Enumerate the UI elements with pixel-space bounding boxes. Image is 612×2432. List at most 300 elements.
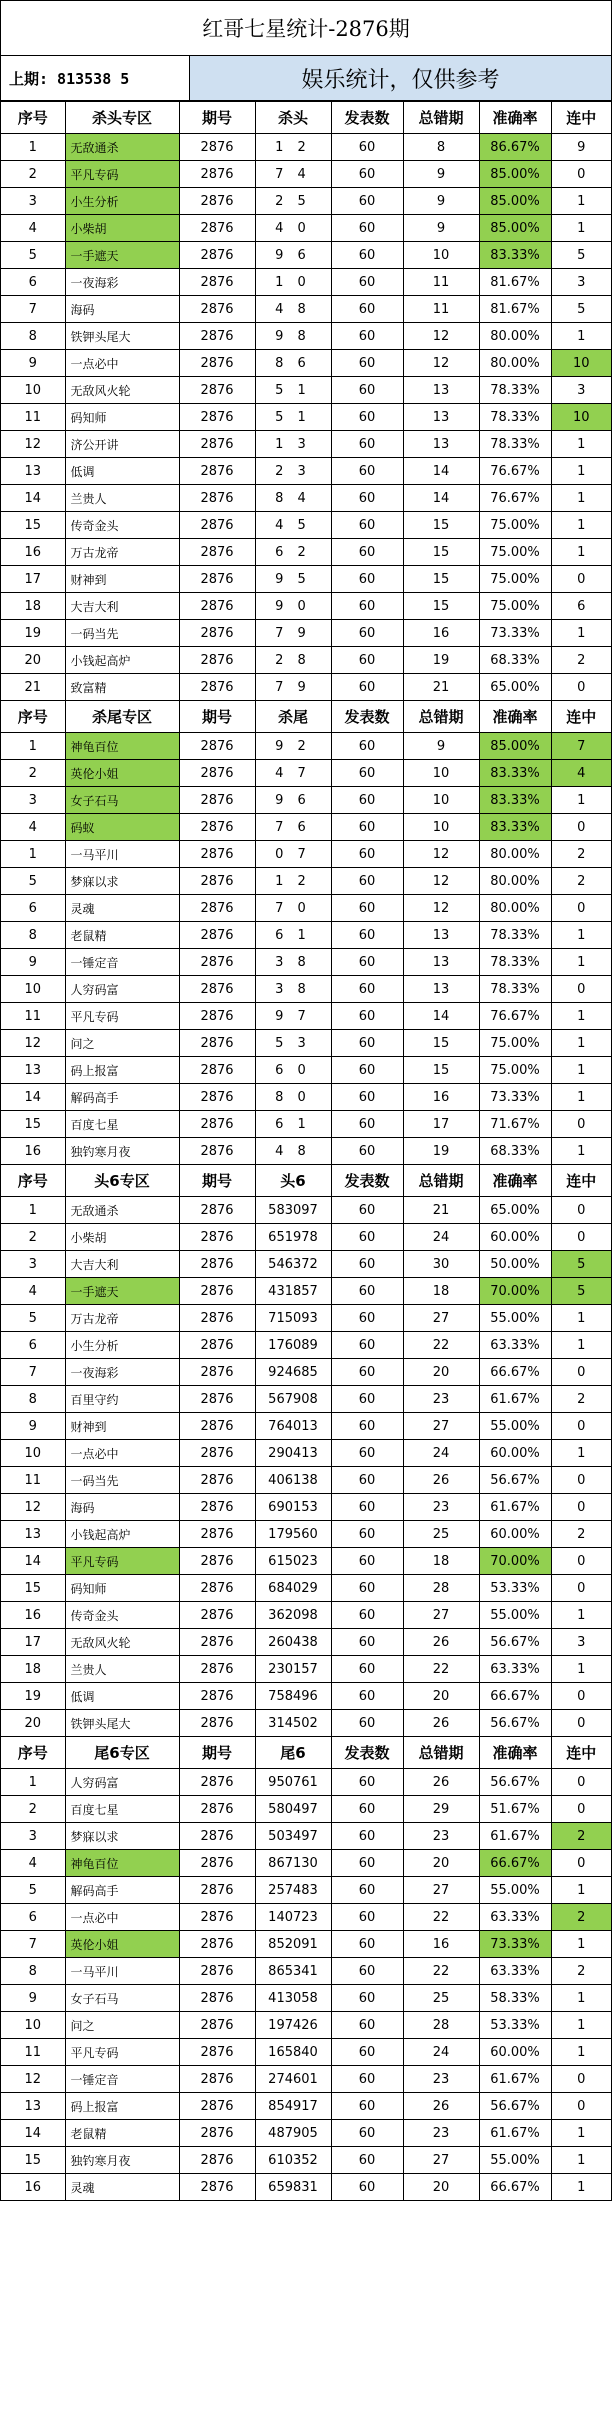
cell-period: 2876: [179, 593, 255, 620]
cell-published: 60: [331, 1494, 403, 1521]
cell-streak: 1: [551, 323, 611, 350]
subheader: [1, 56, 611, 101]
cell-name: 梦寐以求: [65, 868, 179, 895]
cell-accuracy: 63.33%: [479, 1904, 551, 1931]
cell-period: 2876: [179, 1084, 255, 1111]
column-header-period: 期号: [179, 1737, 255, 1769]
cell-streak: 1: [551, 188, 611, 215]
cell-pick: 7 6: [255, 814, 331, 841]
cell-published: 60: [331, 1305, 403, 1332]
cell-errors: 24: [403, 2039, 479, 2066]
cell-pick: 9 8: [255, 323, 331, 350]
cell-accuracy: 56.67%: [479, 1467, 551, 1494]
cell-seq: 19: [1, 1683, 65, 1710]
cell-seq: 8: [1, 1386, 65, 1413]
table-row: [1, 1602, 611, 1629]
cell-period: 2876: [179, 539, 255, 566]
cell-published: 60: [331, 1958, 403, 1985]
table-row: [1, 1494, 611, 1521]
cell-seq: 1: [1, 1197, 65, 1224]
cell-name: 小钱起高炉: [65, 1521, 179, 1548]
cell-published: 60: [331, 760, 403, 787]
cell-period: 2876: [179, 787, 255, 814]
column-header-name: 杀尾专区: [65, 701, 179, 733]
table-row: [1, 1359, 611, 1386]
cell-accuracy: 75.00%: [479, 593, 551, 620]
cell-period: 2876: [179, 1656, 255, 1683]
cell-seq: 6: [1, 269, 65, 296]
cell-streak: 1: [551, 949, 611, 976]
cell-published: 60: [331, 1656, 403, 1683]
cell-name: 平凡专码: [65, 161, 179, 188]
cell-pick: 503497: [255, 1823, 331, 1850]
cell-period: 2876: [179, 1467, 255, 1494]
cell-name: 一码当先: [65, 1467, 179, 1494]
cell-published: 60: [331, 733, 403, 760]
cell-accuracy: 76.67%: [479, 485, 551, 512]
cell-accuracy: 55.00%: [479, 2147, 551, 2174]
cell-published: 60: [331, 787, 403, 814]
cell-seq: 13: [1, 458, 65, 485]
cell-published: 60: [331, 1548, 403, 1575]
cell-errors: 13: [403, 431, 479, 458]
cell-published: 60: [331, 431, 403, 458]
cell-published: 60: [331, 269, 403, 296]
cell-seq: 4: [1, 1278, 65, 1305]
cell-pick: 651978: [255, 1224, 331, 1251]
cell-pick: 9 2: [255, 733, 331, 760]
table-row: [1, 1575, 611, 1602]
cell-pick: 5 3: [255, 1030, 331, 1057]
cell-pick: 8 4: [255, 485, 331, 512]
table-row: [1, 1931, 611, 1958]
cell-period: 2876: [179, 674, 255, 701]
cell-seq: 12: [1, 1494, 65, 1521]
cell-accuracy: 76.67%: [479, 1003, 551, 1030]
cell-period: 2876: [179, 1796, 255, 1823]
cell-name: 一手遮天: [65, 1278, 179, 1305]
cell-name: 平凡专码: [65, 1548, 179, 1575]
cell-accuracy: 50.00%: [479, 1251, 551, 1278]
cell-errors: 12: [403, 841, 479, 868]
cell-published: 60: [331, 1111, 403, 1138]
cell-published: 60: [331, 647, 403, 674]
cell-seq: 1: [1, 841, 65, 868]
cell-seq: 11: [1, 1467, 65, 1494]
cell-streak: 2: [551, 841, 611, 868]
cell-streak: 2: [551, 1521, 611, 1548]
cell-errors: 10: [403, 242, 479, 269]
cell-errors: 26: [403, 1769, 479, 1796]
cell-period: 2876: [179, 1548, 255, 1575]
cell-published: 60: [331, 593, 403, 620]
cell-pick: 764013: [255, 1413, 331, 1440]
section-header-row: [1, 701, 611, 733]
cell-published: 60: [331, 485, 403, 512]
cell-published: 60: [331, 922, 403, 949]
cell-name: 传奇金头: [65, 512, 179, 539]
column-header-published: 发表数: [331, 102, 403, 134]
cell-pick: 4 5: [255, 512, 331, 539]
cell-accuracy: 66.67%: [479, 2174, 551, 2201]
cell-errors: 20: [403, 2174, 479, 2201]
table-row: [1, 1521, 611, 1548]
cell-seq: 9: [1, 949, 65, 976]
cell-streak: 3: [551, 1629, 611, 1656]
cell-errors: 26: [403, 1629, 479, 1656]
cell-name: 一锤定音: [65, 2066, 179, 2093]
cell-streak: 1: [551, 215, 611, 242]
table-row: [1, 458, 611, 485]
cell-published: 60: [331, 2012, 403, 2039]
cell-seq: 14: [1, 2120, 65, 2147]
cell-streak: 5: [551, 1251, 611, 1278]
cell-published: 60: [331, 1850, 403, 1877]
cell-errors: 25: [403, 1521, 479, 1548]
cell-accuracy: 60.00%: [479, 1224, 551, 1251]
cell-name: 独钓寒月夜: [65, 1138, 179, 1165]
cell-errors: 13: [403, 377, 479, 404]
table-row: [1, 1251, 611, 1278]
cell-streak: 3: [551, 377, 611, 404]
cell-accuracy: 61.67%: [479, 1386, 551, 1413]
table-row: [1, 1440, 611, 1467]
cell-accuracy: 75.00%: [479, 566, 551, 593]
cell-period: 2876: [179, 1440, 255, 1467]
cell-streak: 2: [551, 868, 611, 895]
cell-streak: 1: [551, 539, 611, 566]
cell-pick: 684029: [255, 1575, 331, 1602]
cell-pick: 546372: [255, 1251, 331, 1278]
cell-errors: 22: [403, 1332, 479, 1359]
cell-period: 2876: [179, 1413, 255, 1440]
cell-published: 60: [331, 841, 403, 868]
cell-pick: 690153: [255, 1494, 331, 1521]
cell-period: 2876: [179, 1683, 255, 1710]
cell-pick: 7 4: [255, 161, 331, 188]
cell-period: 2876: [179, 647, 255, 674]
cell-errors: 16: [403, 1931, 479, 1958]
cell-errors: 18: [403, 1278, 479, 1305]
cell-accuracy: 51.67%: [479, 1796, 551, 1823]
cell-period: 2876: [179, 2066, 255, 2093]
cell-name: 码知师: [65, 1575, 179, 1602]
table-row: [1, 1224, 611, 1251]
cell-seq: 1: [1, 733, 65, 760]
cell-streak: 0: [551, 1575, 611, 1602]
cell-pick: 865341: [255, 1958, 331, 1985]
table-row: [1, 1710, 611, 1737]
cell-errors: 21: [403, 674, 479, 701]
cell-streak: 1: [551, 2120, 611, 2147]
table-row: [1, 2039, 611, 2066]
cell-period: 2876: [179, 841, 255, 868]
table-row: [1, 841, 611, 868]
cell-errors: 12: [403, 323, 479, 350]
column-header-period: 期号: [179, 102, 255, 134]
cell-seq: 11: [1, 1003, 65, 1030]
cell-period: 2876: [179, 868, 255, 895]
cell-streak: 7: [551, 733, 611, 760]
cell-streak: 1: [551, 1003, 611, 1030]
cell-name: 无敌风火轮: [65, 377, 179, 404]
table-row: [1, 1629, 611, 1656]
cell-accuracy: 86.67%: [479, 134, 551, 161]
cell-name: 百度七星: [65, 1111, 179, 1138]
cell-errors: 16: [403, 620, 479, 647]
cell-published: 60: [331, 1796, 403, 1823]
cell-pick: 230157: [255, 1656, 331, 1683]
cell-published: 60: [331, 2120, 403, 2147]
cell-seq: 6: [1, 1332, 65, 1359]
cell-seq: 12: [1, 2066, 65, 2093]
cell-name: 英伦小姐: [65, 1931, 179, 1958]
column-header-pick: 头6: [255, 1165, 331, 1197]
cell-period: 2876: [179, 134, 255, 161]
table-row: [1, 1656, 611, 1683]
cell-streak: 4: [551, 760, 611, 787]
table-row: [1, 377, 611, 404]
cell-accuracy: 85.00%: [479, 733, 551, 760]
cell-pick: 7 9: [255, 620, 331, 647]
cell-published: 60: [331, 134, 403, 161]
column-header-published: 发表数: [331, 1165, 403, 1197]
table-row: [1, 2120, 611, 2147]
cell-name: 一点必中: [65, 350, 179, 377]
cell-name: 小生分析: [65, 1332, 179, 1359]
cell-accuracy: 65.00%: [479, 674, 551, 701]
cell-errors: 23: [403, 1494, 479, 1521]
table-row: [1, 1332, 611, 1359]
cell-errors: 11: [403, 296, 479, 323]
cell-seq: 15: [1, 2147, 65, 2174]
cell-seq: 3: [1, 1823, 65, 1850]
cell-accuracy: 53.33%: [479, 1575, 551, 1602]
cell-streak: 0: [551, 976, 611, 1003]
cell-period: 2876: [179, 1985, 255, 2012]
cell-published: 60: [331, 1278, 403, 1305]
cell-name: 一夜海彩: [65, 269, 179, 296]
section-header-row: [1, 102, 611, 134]
cell-pick: 431857: [255, 1278, 331, 1305]
cell-errors: 26: [403, 1710, 479, 1737]
cell-period: 2876: [179, 2174, 255, 2201]
cell-seq: 19: [1, 620, 65, 647]
table-row: [1, 296, 611, 323]
column-header-pick: 杀头: [255, 102, 331, 134]
cell-period: 2876: [179, 1575, 255, 1602]
cell-pick: 7 0: [255, 895, 331, 922]
cell-name: 女子石马: [65, 1985, 179, 2012]
cell-name: 女子石马: [65, 787, 179, 814]
cell-name: 财神到: [65, 1413, 179, 1440]
cell-name: 铁钾头尾大: [65, 323, 179, 350]
cell-accuracy: 56.67%: [479, 1629, 551, 1656]
cell-accuracy: 56.67%: [479, 1710, 551, 1737]
cell-name: 百里守约: [65, 1386, 179, 1413]
cell-pick: 2 5: [255, 188, 331, 215]
cell-pick: 260438: [255, 1629, 331, 1656]
column-header-period: 期号: [179, 1165, 255, 1197]
cell-seq: 2: [1, 760, 65, 787]
cell-published: 60: [331, 1084, 403, 1111]
cell-published: 60: [331, 296, 403, 323]
cell-streak: 0: [551, 1467, 611, 1494]
cell-name: 小钱起高炉: [65, 647, 179, 674]
cell-period: 2876: [179, 976, 255, 1003]
cell-period: 2876: [179, 1278, 255, 1305]
cell-accuracy: 73.33%: [479, 1931, 551, 1958]
cell-streak: 0: [551, 1850, 611, 1877]
cell-seq: 13: [1, 2093, 65, 2120]
cell-errors: 20: [403, 1850, 479, 1877]
table-row: [1, 1877, 611, 1904]
cell-streak: 0: [551, 674, 611, 701]
cell-seq: 5: [1, 868, 65, 895]
cell-published: 60: [331, 1629, 403, 1656]
table-row: [1, 350, 611, 377]
cell-errors: 13: [403, 922, 479, 949]
cell-streak: 1: [551, 2174, 611, 2201]
cell-name: 码知师: [65, 404, 179, 431]
cell-streak: 1: [551, 1440, 611, 1467]
cell-seq: 5: [1, 242, 65, 269]
cell-published: 60: [331, 1877, 403, 1904]
cell-period: 2876: [179, 1359, 255, 1386]
cell-seq: 14: [1, 485, 65, 512]
cell-period: 2876: [179, 1710, 255, 1737]
cell-name: 老鼠精: [65, 922, 179, 949]
cell-period: 2876: [179, 1332, 255, 1359]
table-row: [1, 1003, 611, 1030]
cell-seq: 16: [1, 2174, 65, 2201]
cell-pick: 4 7: [255, 760, 331, 787]
cell-errors: 18: [403, 1548, 479, 1575]
cell-published: 60: [331, 1710, 403, 1737]
cell-seq: 3: [1, 188, 65, 215]
cell-pick: 9 6: [255, 242, 331, 269]
table-row: [1, 134, 611, 161]
cell-pick: 9 0: [255, 593, 331, 620]
cell-period: 2876: [179, 1904, 255, 1931]
cell-errors: 12: [403, 350, 479, 377]
cell-accuracy: 55.00%: [479, 1877, 551, 1904]
cell-pick: 854917: [255, 2093, 331, 2120]
cell-published: 60: [331, 404, 403, 431]
cell-accuracy: 61.67%: [479, 1823, 551, 1850]
cell-period: 2876: [179, 1769, 255, 1796]
cell-accuracy: 75.00%: [479, 1057, 551, 1084]
disclaimer-banner: 娱乐统计，仅供参考: [190, 56, 611, 100]
cell-published: 60: [331, 188, 403, 215]
cell-errors: 28: [403, 1575, 479, 1602]
table-row: [1, 242, 611, 269]
cell-errors: 25: [403, 1985, 479, 2012]
table-row: [1, 2012, 611, 2039]
column-header-pick: 尾6: [255, 1737, 331, 1769]
table-row: [1, 2147, 611, 2174]
cell-seq: 7: [1, 1359, 65, 1386]
cell-errors: 10: [403, 787, 479, 814]
column-header-streak: 连中: [551, 1165, 611, 1197]
cell-period: 2876: [179, 350, 255, 377]
cell-name: 一点必中: [65, 1904, 179, 1931]
cell-name: 灵魂: [65, 2174, 179, 2201]
cell-pick: 176089: [255, 1332, 331, 1359]
cell-seq: 6: [1, 1904, 65, 1931]
cell-accuracy: 60.00%: [479, 2039, 551, 2066]
cell-name: 码上报富: [65, 1057, 179, 1084]
cell-accuracy: 78.33%: [479, 976, 551, 1003]
cell-pick: 1 3: [255, 431, 331, 458]
cell-published: 60: [331, 1138, 403, 1165]
cell-streak: 0: [551, 1359, 611, 1386]
cell-period: 2876: [179, 404, 255, 431]
cell-errors: 22: [403, 1656, 479, 1683]
cell-streak: 1: [551, 431, 611, 458]
table-row: [1, 814, 611, 841]
previous-draw: 上期: 813538 5: [1, 56, 190, 100]
table-row: [1, 1111, 611, 1138]
cell-streak: 9: [551, 134, 611, 161]
table-row: [1, 215, 611, 242]
cell-name: 大吉大利: [65, 1251, 179, 1278]
table-row: [1, 949, 611, 976]
cell-accuracy: 75.00%: [479, 512, 551, 539]
table-row: [1, 161, 611, 188]
cell-errors: 12: [403, 868, 479, 895]
table-row: [1, 323, 611, 350]
cell-streak: 10: [551, 350, 611, 377]
cell-published: 60: [331, 2039, 403, 2066]
cell-name: 大吉大利: [65, 593, 179, 620]
cell-published: 60: [331, 2066, 403, 2093]
cell-name: 百度七星: [65, 1796, 179, 1823]
cell-accuracy: 68.33%: [479, 647, 551, 674]
cell-published: 60: [331, 566, 403, 593]
cell-seq: 3: [1, 1251, 65, 1278]
cell-errors: 19: [403, 647, 479, 674]
cell-published: 60: [331, 1904, 403, 1931]
cell-streak: 1: [551, 1057, 611, 1084]
table-row: [1, 868, 611, 895]
cell-accuracy: 63.33%: [479, 1332, 551, 1359]
cell-published: 60: [331, 1440, 403, 1467]
cell-accuracy: 63.33%: [479, 1958, 551, 1985]
table-row: [1, 1386, 611, 1413]
cell-streak: 2: [551, 1386, 611, 1413]
cell-seq: 16: [1, 539, 65, 566]
cell-errors: 12: [403, 895, 479, 922]
cell-accuracy: 61.67%: [479, 2066, 551, 2093]
cell-seq: 4: [1, 814, 65, 841]
cell-period: 2876: [179, 1931, 255, 1958]
cell-streak: 1: [551, 485, 611, 512]
cell-accuracy: 56.67%: [479, 1769, 551, 1796]
column-header-errors: 总错期: [403, 102, 479, 134]
cell-name: 海码: [65, 1494, 179, 1521]
cell-period: 2876: [179, 323, 255, 350]
cell-period: 2876: [179, 1877, 255, 1904]
cell-name: 兰贵人: [65, 1656, 179, 1683]
cell-name: 低调: [65, 458, 179, 485]
cell-name: 小柴胡: [65, 1224, 179, 1251]
cell-streak: 5: [551, 1278, 611, 1305]
cell-errors: 13: [403, 976, 479, 1003]
cell-period: 2876: [179, 949, 255, 976]
cell-accuracy: 85.00%: [479, 161, 551, 188]
cell-name: 一锤定音: [65, 949, 179, 976]
